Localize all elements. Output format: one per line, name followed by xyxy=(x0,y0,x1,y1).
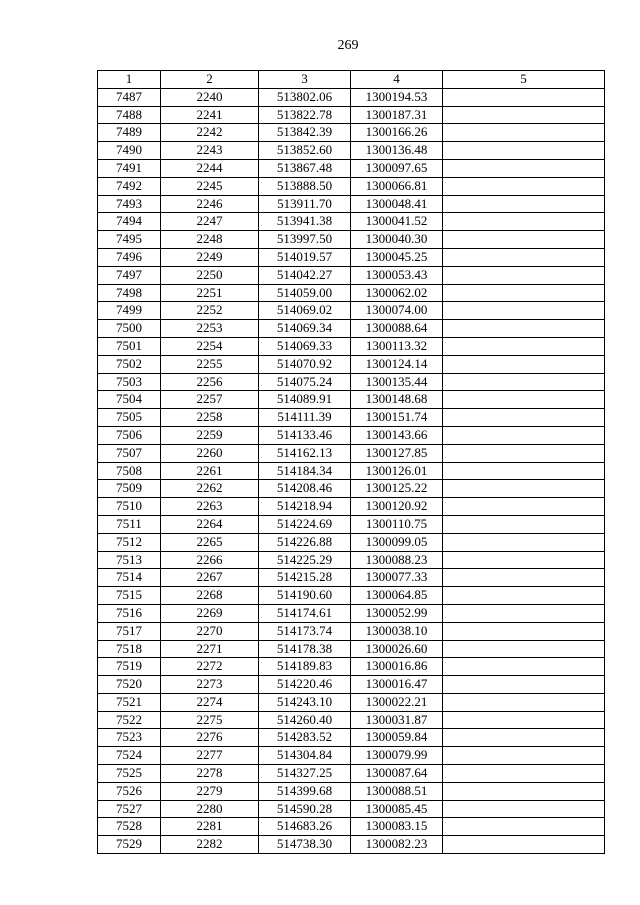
note-cell xyxy=(443,159,605,177)
note-cell xyxy=(443,320,605,338)
row-number-cell: 7527 xyxy=(98,800,161,818)
point-number-cell: 2250 xyxy=(161,266,259,284)
note-cell xyxy=(443,515,605,533)
point-number-cell: 2262 xyxy=(161,480,259,498)
x-coordinate-cell: 514243.10 xyxy=(259,693,351,711)
table-row xyxy=(98,622,605,640)
table-row xyxy=(98,676,605,694)
table-row xyxy=(98,765,605,783)
note-cell xyxy=(443,462,605,480)
row-number-cell: 7512 xyxy=(98,533,161,551)
point-number-cell: 2244 xyxy=(161,159,259,177)
point-number-cell: 2277 xyxy=(161,747,259,765)
x-coordinate-cell: 514399.68 xyxy=(259,782,351,800)
row-number-cell: 7492 xyxy=(98,177,161,195)
y-coordinate-cell: 1300127.85 xyxy=(351,444,443,462)
x-coordinate-cell: 513822.78 xyxy=(259,106,351,124)
table-row xyxy=(98,533,605,551)
table-row xyxy=(98,213,605,231)
row-number-cell: 7489 xyxy=(98,124,161,142)
x-coordinate-cell: 514069.02 xyxy=(259,302,351,320)
row-number-cell: 7526 xyxy=(98,782,161,800)
column-header: 1 xyxy=(98,71,161,89)
point-number-cell: 2246 xyxy=(161,195,259,213)
y-coordinate-cell: 1300099.05 xyxy=(351,533,443,551)
table-row xyxy=(98,177,605,195)
point-number-cell: 2248 xyxy=(161,231,259,249)
table-row xyxy=(98,266,605,284)
y-coordinate-cell: 1300120.92 xyxy=(351,498,443,516)
point-number-cell: 2241 xyxy=(161,106,259,124)
point-number-cell: 2245 xyxy=(161,177,259,195)
x-coordinate-cell: 514189.83 xyxy=(259,658,351,676)
row-number-cell: 7500 xyxy=(98,320,161,338)
note-cell xyxy=(443,676,605,694)
y-coordinate-cell: 1300194.53 xyxy=(351,88,443,106)
column-header: 4 xyxy=(351,71,443,89)
note-cell xyxy=(443,818,605,836)
note-cell xyxy=(443,266,605,284)
point-number-cell: 2254 xyxy=(161,337,259,355)
table-row xyxy=(98,248,605,266)
table-header-row xyxy=(98,71,605,89)
table-row xyxy=(98,818,605,836)
row-number-cell: 7490 xyxy=(98,142,161,160)
column-header: 3 xyxy=(259,71,351,89)
x-coordinate-cell: 514042.27 xyxy=(259,266,351,284)
row-number-cell: 7505 xyxy=(98,409,161,427)
x-coordinate-cell: 514225.29 xyxy=(259,551,351,569)
row-number-cell: 7529 xyxy=(98,836,161,854)
point-number-cell: 2240 xyxy=(161,88,259,106)
point-number-cell: 2281 xyxy=(161,818,259,836)
note-cell xyxy=(443,480,605,498)
x-coordinate-cell: 514304.84 xyxy=(259,747,351,765)
table-row xyxy=(98,836,605,854)
y-coordinate-cell: 1300166.26 xyxy=(351,124,443,142)
y-coordinate-cell: 1300077.33 xyxy=(351,569,443,587)
table-row xyxy=(98,658,605,676)
row-number-cell: 7522 xyxy=(98,711,161,729)
x-coordinate-cell: 514069.33 xyxy=(259,337,351,355)
table-row xyxy=(98,195,605,213)
y-coordinate-cell: 1300151.74 xyxy=(351,409,443,427)
y-coordinate-cell: 1300041.52 xyxy=(351,213,443,231)
y-coordinate-cell: 1300113.32 xyxy=(351,337,443,355)
table-row xyxy=(98,159,605,177)
note-cell xyxy=(443,498,605,516)
table-row xyxy=(98,409,605,427)
x-coordinate-cell: 514218.94 xyxy=(259,498,351,516)
x-coordinate-cell: 514173.74 xyxy=(259,622,351,640)
x-coordinate-cell: 514208.46 xyxy=(259,480,351,498)
table-row xyxy=(98,302,605,320)
table-row xyxy=(98,142,605,160)
table-row xyxy=(98,320,605,338)
point-number-cell: 2257 xyxy=(161,391,259,409)
point-number-cell: 2275 xyxy=(161,711,259,729)
point-number-cell: 2278 xyxy=(161,765,259,783)
y-coordinate-cell: 1300085.45 xyxy=(351,800,443,818)
x-coordinate-cell: 514184.34 xyxy=(259,462,351,480)
row-number-cell: 7501 xyxy=(98,337,161,355)
note-cell xyxy=(443,658,605,676)
table-row xyxy=(98,604,605,622)
point-number-cell: 2274 xyxy=(161,693,259,711)
note-cell xyxy=(443,426,605,444)
row-number-cell: 7513 xyxy=(98,551,161,569)
point-number-cell: 2280 xyxy=(161,800,259,818)
note-cell xyxy=(443,782,605,800)
note-cell xyxy=(443,231,605,249)
note-cell xyxy=(443,533,605,551)
row-number-cell: 7488 xyxy=(98,106,161,124)
table-row xyxy=(98,391,605,409)
y-coordinate-cell: 1300026.60 xyxy=(351,640,443,658)
y-coordinate-cell: 1300048.41 xyxy=(351,195,443,213)
x-coordinate-cell: 514224.69 xyxy=(259,515,351,533)
row-number-cell: 7494 xyxy=(98,213,161,231)
note-cell xyxy=(443,248,605,266)
x-coordinate-cell: 514683.26 xyxy=(259,818,351,836)
x-coordinate-cell: 514220.46 xyxy=(259,676,351,694)
table-row xyxy=(98,355,605,373)
table-row xyxy=(98,587,605,605)
y-coordinate-cell: 1300124.14 xyxy=(351,355,443,373)
x-coordinate-cell: 513867.48 xyxy=(259,159,351,177)
point-number-cell: 2249 xyxy=(161,248,259,266)
note-cell xyxy=(443,747,605,765)
y-coordinate-cell: 1300082.23 xyxy=(351,836,443,854)
y-coordinate-cell: 1300016.86 xyxy=(351,658,443,676)
row-number-cell: 7487 xyxy=(98,88,161,106)
row-number-cell: 7495 xyxy=(98,231,161,249)
row-number-cell: 7508 xyxy=(98,462,161,480)
y-coordinate-cell: 1300022.21 xyxy=(351,693,443,711)
row-number-cell: 7528 xyxy=(98,818,161,836)
point-number-cell: 2270 xyxy=(161,622,259,640)
point-number-cell: 2243 xyxy=(161,142,259,160)
row-number-cell: 7491 xyxy=(98,159,161,177)
row-number-cell: 7510 xyxy=(98,498,161,516)
table-row xyxy=(98,693,605,711)
point-number-cell: 2253 xyxy=(161,320,259,338)
note-cell xyxy=(443,640,605,658)
table-row xyxy=(98,782,605,800)
x-coordinate-cell: 514089.91 xyxy=(259,391,351,409)
column-header: 2 xyxy=(161,71,259,89)
note-cell xyxy=(443,88,605,106)
table-row xyxy=(98,462,605,480)
point-number-cell: 2251 xyxy=(161,284,259,302)
y-coordinate-cell: 1300187.31 xyxy=(351,106,443,124)
point-number-cell: 2260 xyxy=(161,444,259,462)
x-coordinate-cell: 513941.38 xyxy=(259,213,351,231)
note-cell xyxy=(443,622,605,640)
point-number-cell: 2266 xyxy=(161,551,259,569)
y-coordinate-cell: 1300088.23 xyxy=(351,551,443,569)
row-number-cell: 7506 xyxy=(98,426,161,444)
page-number: 269 xyxy=(337,38,359,53)
x-coordinate-cell: 514174.61 xyxy=(259,604,351,622)
note-cell xyxy=(443,142,605,160)
x-coordinate-cell: 514019.57 xyxy=(259,248,351,266)
x-coordinate-cell: 514162.13 xyxy=(259,444,351,462)
table-row xyxy=(98,88,605,106)
note-cell xyxy=(443,800,605,818)
note-cell xyxy=(443,765,605,783)
x-coordinate-cell: 514069.34 xyxy=(259,320,351,338)
x-coordinate-cell: 513842.39 xyxy=(259,124,351,142)
y-coordinate-cell: 1300074.00 xyxy=(351,302,443,320)
note-cell xyxy=(443,355,605,373)
table-body xyxy=(98,88,605,853)
y-coordinate-cell: 1300148.68 xyxy=(351,391,443,409)
x-coordinate-cell: 514133.46 xyxy=(259,426,351,444)
table-row xyxy=(98,640,605,658)
note-cell xyxy=(443,284,605,302)
point-number-cell: 2265 xyxy=(161,533,259,551)
note-cell xyxy=(443,569,605,587)
x-coordinate-cell: 514738.30 xyxy=(259,836,351,854)
y-coordinate-cell: 1300097.65 xyxy=(351,159,443,177)
note-cell xyxy=(443,729,605,747)
y-coordinate-cell: 1300126.01 xyxy=(351,462,443,480)
point-number-cell: 2282 xyxy=(161,836,259,854)
row-number-cell: 7496 xyxy=(98,248,161,266)
note-cell xyxy=(443,302,605,320)
note-cell xyxy=(443,195,605,213)
y-coordinate-cell: 1300038.10 xyxy=(351,622,443,640)
row-number-cell: 7520 xyxy=(98,676,161,694)
row-number-cell: 7507 xyxy=(98,444,161,462)
y-coordinate-cell: 1300053.43 xyxy=(351,266,443,284)
row-number-cell: 7516 xyxy=(98,604,161,622)
table-row xyxy=(98,337,605,355)
point-number-cell: 2258 xyxy=(161,409,259,427)
y-coordinate-cell: 1300087.64 xyxy=(351,765,443,783)
point-number-cell: 2272 xyxy=(161,658,259,676)
note-cell xyxy=(443,124,605,142)
point-number-cell: 2261 xyxy=(161,462,259,480)
x-coordinate-cell: 514190.60 xyxy=(259,587,351,605)
row-number-cell: 7502 xyxy=(98,355,161,373)
point-number-cell: 2264 xyxy=(161,515,259,533)
x-coordinate-cell: 514226.88 xyxy=(259,533,351,551)
y-coordinate-cell: 1300088.64 xyxy=(351,320,443,338)
y-coordinate-cell: 1300143.66 xyxy=(351,426,443,444)
table-row xyxy=(98,124,605,142)
row-number-cell: 7493 xyxy=(98,195,161,213)
note-cell xyxy=(443,213,605,231)
y-coordinate-cell: 1300066.81 xyxy=(351,177,443,195)
point-number-cell: 2279 xyxy=(161,782,259,800)
y-coordinate-cell: 1300083.15 xyxy=(351,818,443,836)
table-row xyxy=(98,480,605,498)
point-number-cell: 2276 xyxy=(161,729,259,747)
row-number-cell: 7515 xyxy=(98,587,161,605)
note-cell xyxy=(443,711,605,729)
y-coordinate-cell: 1300110.75 xyxy=(351,515,443,533)
point-number-cell: 2271 xyxy=(161,640,259,658)
note-cell xyxy=(443,106,605,124)
table-row xyxy=(98,426,605,444)
y-coordinate-cell: 1300135.44 xyxy=(351,373,443,391)
x-coordinate-cell: 514590.28 xyxy=(259,800,351,818)
note-cell xyxy=(443,836,605,854)
y-coordinate-cell: 1300079.99 xyxy=(351,747,443,765)
x-coordinate-cell: 514059.00 xyxy=(259,284,351,302)
point-number-cell: 2268 xyxy=(161,587,259,605)
x-coordinate-cell: 514075.24 xyxy=(259,373,351,391)
y-coordinate-cell: 1300125.22 xyxy=(351,480,443,498)
table-row xyxy=(98,106,605,124)
table-row xyxy=(98,800,605,818)
table-row xyxy=(98,373,605,391)
note-cell xyxy=(443,444,605,462)
row-number-cell: 7519 xyxy=(98,658,161,676)
y-coordinate-cell: 1300136.48 xyxy=(351,142,443,160)
note-cell xyxy=(443,177,605,195)
column-header: 5 xyxy=(443,71,605,89)
y-coordinate-cell: 1300064.85 xyxy=(351,587,443,605)
y-coordinate-cell: 1300031.87 xyxy=(351,711,443,729)
row-number-cell: 7523 xyxy=(98,729,161,747)
table-row xyxy=(98,711,605,729)
table-row xyxy=(98,498,605,516)
table-row xyxy=(98,569,605,587)
x-coordinate-cell: 514178.38 xyxy=(259,640,351,658)
table-row xyxy=(98,729,605,747)
row-number-cell: 7511 xyxy=(98,515,161,533)
row-number-cell: 7514 xyxy=(98,569,161,587)
y-coordinate-cell: 1300059.84 xyxy=(351,729,443,747)
note-cell xyxy=(443,693,605,711)
y-coordinate-cell: 1300062.02 xyxy=(351,284,443,302)
y-coordinate-cell: 1300045.25 xyxy=(351,248,443,266)
point-number-cell: 2242 xyxy=(161,124,259,142)
row-number-cell: 7504 xyxy=(98,391,161,409)
x-coordinate-cell: 513852.60 xyxy=(259,142,351,160)
note-cell xyxy=(443,391,605,409)
y-coordinate-cell: 1300040.30 xyxy=(351,231,443,249)
row-number-cell: 7525 xyxy=(98,765,161,783)
x-coordinate-cell: 514215.28 xyxy=(259,569,351,587)
row-number-cell: 7524 xyxy=(98,747,161,765)
row-number-cell: 7503 xyxy=(98,373,161,391)
coordinates-table xyxy=(97,70,605,854)
point-number-cell: 2263 xyxy=(161,498,259,516)
point-number-cell: 2273 xyxy=(161,676,259,694)
note-cell xyxy=(443,551,605,569)
table-row xyxy=(98,747,605,765)
note-cell xyxy=(443,604,605,622)
table-row xyxy=(98,515,605,533)
note-cell xyxy=(443,373,605,391)
note-cell xyxy=(443,409,605,427)
row-number-cell: 7497 xyxy=(98,266,161,284)
x-coordinate-cell: 514283.52 xyxy=(259,729,351,747)
point-number-cell: 2255 xyxy=(161,355,259,373)
row-number-cell: 7499 xyxy=(98,302,161,320)
point-number-cell: 2247 xyxy=(161,213,259,231)
x-coordinate-cell: 513802.06 xyxy=(259,88,351,106)
x-coordinate-cell: 514111.39 xyxy=(259,409,351,427)
x-coordinate-cell: 513911.70 xyxy=(259,195,351,213)
point-number-cell: 2259 xyxy=(161,426,259,444)
point-number-cell: 2269 xyxy=(161,604,259,622)
point-number-cell: 2252 xyxy=(161,302,259,320)
y-coordinate-cell: 1300016.47 xyxy=(351,676,443,694)
point-number-cell: 2267 xyxy=(161,569,259,587)
row-number-cell: 7498 xyxy=(98,284,161,302)
y-coordinate-cell: 1300088.51 xyxy=(351,782,443,800)
table-row xyxy=(98,231,605,249)
table-row xyxy=(98,284,605,302)
x-coordinate-cell: 514260.40 xyxy=(259,711,351,729)
x-coordinate-cell: 514070.92 xyxy=(259,355,351,373)
point-number-cell: 2256 xyxy=(161,373,259,391)
x-coordinate-cell: 513997.50 xyxy=(259,231,351,249)
note-cell xyxy=(443,337,605,355)
x-coordinate-cell: 513888.50 xyxy=(259,177,351,195)
row-number-cell: 7518 xyxy=(98,640,161,658)
table-row xyxy=(98,444,605,462)
x-coordinate-cell: 514327.25 xyxy=(259,765,351,783)
y-coordinate-cell: 1300052.99 xyxy=(351,604,443,622)
table-row xyxy=(98,551,605,569)
row-number-cell: 7517 xyxy=(98,622,161,640)
row-number-cell: 7521 xyxy=(98,693,161,711)
row-number-cell: 7509 xyxy=(98,480,161,498)
note-cell xyxy=(443,587,605,605)
